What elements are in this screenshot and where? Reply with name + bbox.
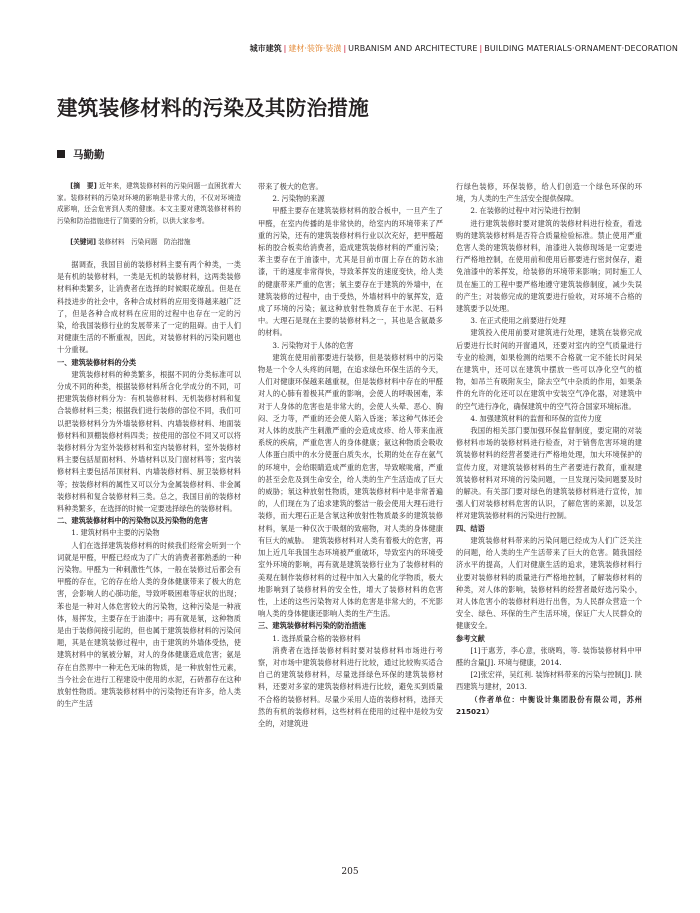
author-name: 马勤勤 — [73, 149, 105, 161]
keywords — [57, 237, 241, 249]
subsection-heading: 3. 污染物对于人体的危害 — [272, 340, 354, 350]
keywords-tag: [关键词] — [70, 238, 96, 247]
subsection-heading: 4. 加强建筑材料的监督和环保的宣传力度 — [470, 413, 602, 423]
column-3 — [456, 181, 642, 718]
paragraph: 建筑装修材料带来的污染问题已经成为人们广泛关注的问题，给人类的生产生活带来了巨大的危害。随我国经济水平的提高，人们对健康生活的追求，建筑装修材料行业要对装修材料的质量进行严格地控制，了解装修材料的种类，对人体的影响，装修材料的经营者最好选污染小，对人体危害小的装修材料进行出售，为人民群众营造一个安全、绿色、环保的生产生活环境，保证广大人民群众的健康安全。 — [456, 535, 642, 631]
intro-paragraph: 据调查，我国目前的装修材料主要有两个种类，一类是有机的装修材料，一类是无机的装修材料，这两类装修材料种类繁多，让消费者在选择的时候眼花缭乱。但是在科技进步的社会中，各种合成材料的应用变得越来越广泛了，但是各种合成材料在应用的过程中也存在一定的污染，给我国装修行业的发展带来了一定的阻碍。由于人们对健康生活的不断重视，因此，对装修材料的污染问题也十分重视。 — [57, 259, 241, 355]
author-affiliation: （作者单位：中衡设计集团股份有限公司，苏州 215021） — [456, 694, 642, 716]
header-separator: | — [283, 44, 287, 53]
paragraph: 我国的相关部门要加强环保监督制度，要定期的对装修材料市场的装修材料进行检查，对于销售危害环境的建筑装修材料的经营者要进行严格地处理，加大环境保护的宣传力度，对建筑装修材料的生产者要进行教育，重视建筑装修材料对环境的污染问题，一旦发现污染问题要及时的解决。有关部门要对绿色的建筑装修材料进行宣传，加强人们对装修材料危害的认识，了解危害的来源，以及怎样对建筑装修材料的污染进行控制。 — [456, 426, 642, 521]
subsection-heading: 3. 在正式使用之前要进行处理 — [470, 316, 566, 326]
subsection-heading: 2. 污染物的来源 — [272, 194, 325, 204]
abstract-text: 近年来，建筑装修材料的污染问题一直困扰着大家。装修材料的污染对环境的影响是非常大的，不仅对环境造成影响，还会危害到人类的健康。本文主要对建筑装修材料的污染和防治措施进行了简要的分析，以供大家参考。 — [57, 182, 242, 225]
keywords-text: 装修材料 污染问题 防治措施 — [98, 238, 191, 247]
paragraph: 建筑在使用前都要进行装修，但是装修材料中的污染物是一个令人头疼的问题，在追求绿色环保生活的今天，人们对健康环保越来越重视，但是装修材料中存在的甲醛对人的心肺有着极其严重的影响，会使人的呼吸困难，苯对于人身体的危害也是非常大的，会使人头晕、恶心、胸闷、乏力等，严重的还会使人陷入昏迷；苯这种气体还会对人体的皮肤产生刺激严重的会造成皮疹、给人带来血液系统的疾病，严重危害人的身体健康；氨这种物质会吸收人体蛋白质中的水分使蛋白质失水，长期的处在存在氨气的环境中，会给眼睛造成严重的危害，导致喉咙痛，严重的甚至会危及到生命安全，给人类的生产生活造成了巨大的威胁；氡这种放射性物质，建筑装修材料中是非常普遍的，人们现在为了追求建筑的整洁一般会使用大理石进行装修，而大理石正是含氡这种放射性物质最多的建筑装修材料，氡是一种仅次于吸烟的致癌物，对人类的身体健康有巨大的威胁。 建筑装修材料对人类有着极大的危害，再加上近几年我国生态环境被严重破坏，导致室内的环境受室外环境的影响，再有就是建筑装修行业为了装修材料的美观在制作装修材料的过程中加入大量的化学物质，极大地影响到了装修材料的安全性，增大了装修材料的危害性，上述的这些污染物对人体的危害是非常大的，不光影响人类的身体健康还影响人类的生产生活。 — [258, 352, 443, 619]
section-heading-3: 三、建筑装修材料污染的防治措施 — [258, 621, 366, 631]
paragraph: 建筑投入使用前要对建筑进行处理，建筑在装修完成后要进行长时间的开窗通风，还要对室内的空气质量进行专业的检测，如果检测的结果不合格就一定不能长时间呆在建筑中，还可以在建筑中摆放一些可以净化空气的植物，如吊兰有吸附灰尘，除去空气中杂质的作用，如果条件的允许的化还可以在建筑中安装空气净化器，对建筑中的空气进行净化，确保建筑中的空气符合国家环境标准。 — [456, 328, 642, 411]
header-section-cn: 建材·装饰·装潢 — [288, 44, 342, 53]
running-header — [250, 44, 678, 54]
paragraph: 进行建筑装修时要对建筑的装修材料进行检查，看选购的建筑装修材料是否符合质量检验标准。禁止使用严重危害人类的建筑装修材料，油漆进入装修现场是一定要进行严格地控制，在使用前和使用后都要进行密封保存，避免油漆中的苯挥发，给装修的环境带来影响；同时施工人员在施工的工程中要严格地遵守建筑装修制度，减少失误的产生；对装修完成的建筑要进行验收，对环境不合格的建筑要予以处理。 — [456, 218, 642, 314]
column-1 — [57, 181, 241, 710]
abstract — [57, 181, 241, 227]
author-line — [57, 148, 105, 162]
paragraph: 甲醛主要存在建筑装修材料的胶合板中，一旦产生了甲醛，在室内传播的是非常快的，给室内的环境带来了严重的污染，还有的建筑装修材料行业以次充好，把甲醛超标的胶合板卖给消费者，造成建筑装修材料的严重污染；苯主要存在于油漆中，尤其是目前市面上存在的防水油漆，干的速度非常得快，导致苯挥发的速度变快，给人类的健康带来严重的危害；氡主要存在于建筑的外墙中，在建筑装修的过程中，由于受热，外墙材料中的氡挥发，造成了环境的污染；氨这种放射性物质存在于水泥、石料中。大理石是现在主要的装修材料之一，其也是含氨最多的材料。 — [258, 206, 443, 338]
header-journal-en: URBANISM AND ARCHITECTURE — [348, 44, 478, 53]
header-journal-name: 城市建筑 — [249, 44, 282, 53]
reference-item: [2]张宏祥，吴红利. 装饰材料带来的污染与控制[J]. 陕西建筑与建材，2013. — [456, 670, 642, 692]
paragraph: 行绿色装修，环保装修，给人们创造一个绿色环保的环境，为人类的生产生活安全提供保障。 — [456, 182, 642, 204]
header-section-en: BUILDING MATERIALS·ORNAMENT·DECORATION — [484, 44, 678, 53]
header-separator: | — [343, 44, 347, 53]
paragraph: 人们在选择建筑装修材料的时候我们经常会听到一个词就是甲醛，甲醛已经成为了广大的消费者都熟悉的一种污染物。甲醛为一种刺激性气体，一般在装修过后都会有甲醛的存在，它的存在给人类的身体健康带来了极大的危害，会影响人的心肺功能，导致呼吸困难等症状的出现；苯也是一种对人体危害较大的污染物，这种污染是一种液体，易挥发，主要存在于油漆中；再有就是氡，这种物质是由于装修间接引起的，但也属于建筑装修材料的污染问题，其是在建筑装修过程中，由于建筑的外墙体受热，使建筑材料中的氡被分解，对人的身体健康造成危害；氨是存在自然界中一种无色无味的物质，是一种放射性元素，当今社会在进行工程建设中使用的水泥，石砖都存在这种放射性物质。建筑装修材料中的污染物还有许多，给人类的生产生活 — [57, 540, 241, 709]
paragraph: 建筑装修材料的种类繁多，根据不同的分类标准可以分成不同的种类，根据装修材料所含化学成分的不同，可把建筑装修材料分为：有机装修材料、无机装修材料和复合装修材料三类；根据我们进行装修的部位不同，我们可以把装修材料分为外墙装修材料、内墙装修材料、地面装修材料和顶棚装修材料四类；按使用的部位不同又可以将装修材料分为室外装修材料和室内装修材料，室外装修材料主要包括屋面材料、外墙材料以及门窗材料等；室内装修材料主要包括吊顶材料、内墙装修材料、厨卫装修材料等；按装修材料的属性又可以分为金属装修材料、非金属装修材料和复合装修材料三类。总之，我国目前的装修材料种类繁多，在选择的时候一定要选择绿色的装修材料。 — [57, 369, 241, 514]
column-2 — [258, 181, 443, 730]
section-heading-4: 四、结语 — [456, 523, 485, 533]
subsection-heading: 1. 建筑材料中主要的污染物 — [71, 528, 160, 538]
paragraph: 消费者在选择装修材料时要对装修材料市场进行考察，对市场中建筑装修材料进行比较，通过比较购买适合自己的建筑装修材料，尽量选择绿色环保的建筑装修材料，还要对多家的建筑装修材料进行比较，避免买到质量不合格的装修材料。尽量少采用人造的装修材料，选择天然的有机的装修材料，这些材料在使用的过程中是较为安全的，对建筑进 — [258, 645, 443, 728]
subsection-heading: 1. 选择质量合格的装修材料 — [272, 633, 361, 643]
section-heading-1: 一、建筑装修材料的分类 — [57, 357, 137, 367]
page-number: 205 — [341, 867, 359, 877]
section-heading-2: 二、建筑装修材料中的污染物以及污染物的危害 — [57, 516, 208, 526]
spacer — [57, 249, 241, 259]
article-title: 建筑装修材料的污染及其防治措施 — [57, 96, 369, 120]
spacer — [57, 227, 241, 237]
author-bullet-icon — [57, 150, 65, 158]
references-title: 参考文献 — [456, 633, 485, 643]
abstract-tag: [摘 要] — [70, 182, 97, 190]
header-separator: | — [479, 44, 483, 53]
subsection-heading: 2. 在装修的过程中对污染进行控制 — [470, 206, 581, 216]
paragraph: 带来了极大的危害。 — [258, 182, 323, 191]
reference-item: [1]于惠芳，李心意，张晓鸣，等. 装饰装修材料中甲醛的含量[J]. 环境与健康，2014. — [456, 645, 642, 667]
